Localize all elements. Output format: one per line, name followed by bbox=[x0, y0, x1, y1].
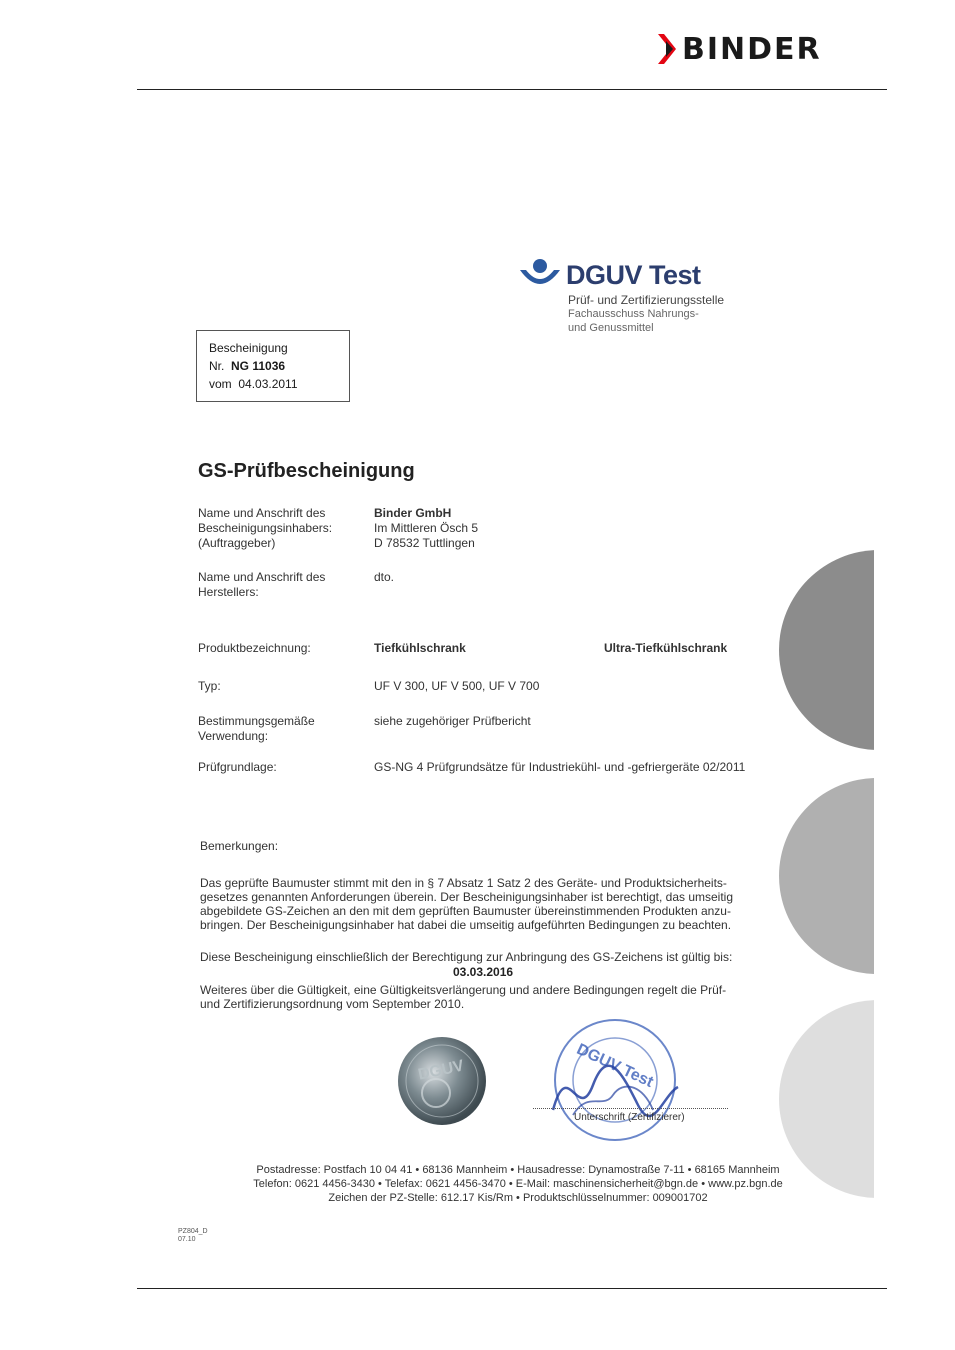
decorative-circle-light bbox=[779, 1000, 874, 1198]
manufacturer-label: Name und Anschrift des Herstellers: bbox=[198, 570, 326, 599]
stamp-text: DGUV Test bbox=[573, 1040, 656, 1092]
form-code: PZ804_D 07.10 bbox=[178, 1228, 208, 1243]
box-date: vom 04.03.2011 bbox=[209, 377, 298, 391]
brand-name: BINDER bbox=[682, 31, 822, 67]
type-value: UF V 300, UF V 500, UF V 700 bbox=[374, 679, 540, 693]
validity-date: 03.03.2016 bbox=[453, 965, 514, 979]
use-value: siehe zugehöriger Prüfbericht bbox=[374, 714, 531, 728]
decorative-circle-mid bbox=[779, 778, 874, 974]
validity-text: Diese Bescheinigung einschließlich der Berechtigung zur Anbringung des GS-Zeichens ist gültig bis: bbox=[200, 950, 733, 964]
decorative-circle-dark bbox=[779, 550, 874, 750]
use-label: Bestimmungsgemäße Verwendung: bbox=[198, 714, 315, 743]
product-label: Produktbezeichnung: bbox=[198, 641, 311, 655]
box-number: Nr. NG 11036 bbox=[209, 359, 286, 373]
footer-rule bbox=[137, 1288, 887, 1289]
issuer-subtitle: Prüf- und Zertifizierungsstelle bbox=[568, 293, 725, 307]
header-rule bbox=[137, 89, 887, 90]
page-title: GS-Prüfbescheinigung bbox=[198, 460, 415, 482]
hologram-text: DGUV bbox=[416, 1057, 466, 1084]
certificate-footer: Postadresse: Postfach 10 04 41 • 68136 Mannheim • Hausadresse: Dynamostraße 7-11 • 68165 Mannheim Telefon: 0621 4456-3430 • Telefax: 0621 4456-3470 • E-Mail: maschinensicherheit@bgn.de • www.pz.bgn.de Zeichen der PZ-Stelle: 612.17 Kis/Rm • Produktschlüsselnummer: 009001702 bbox=[253, 1164, 783, 1204]
certificate bbox=[178, 250, 878, 1260]
issuer-title: DGUV Test bbox=[566, 260, 701, 290]
basis-value: GS-NG 4 Prüfgrundsätze für Industriekühl- und -gefriergeräte 02/2011 bbox=[374, 760, 746, 774]
type-label: Typ: bbox=[198, 679, 221, 693]
binder-logo bbox=[656, 32, 822, 66]
remarks-label: Bemerkungen: bbox=[200, 839, 279, 853]
manufacturer-value: dto. bbox=[374, 570, 395, 584]
signature-label: Unterschrift (Zertifizierer) bbox=[574, 1112, 685, 1123]
remarks-text: Das geprüfte Baumuster stimmt mit den in § 7 Absatz 1 Satz 2 des Geräte- und Produktsicherheits- gesetzes genannten Anforderungen überein. Der Bescheinigungsinhaber ist berechtigt, das umseitig abgebildete GS-Zeichen an den mit dem geprüften Baumuster übereinstimmenden Produkten anzu- bringen. Der Bescheinigungsinhaber hat dabei die umseitig aufgeführten Bedingungen zu beachten. bbox=[200, 876, 734, 932]
product-value-1: Tiefkühlschrank bbox=[374, 641, 466, 655]
product-value-2: Ultra-Tiefkühlschrank bbox=[604, 641, 728, 655]
box-title: Bescheinigung bbox=[209, 341, 288, 355]
holder-value: Binder GmbH Im Mittleren Ösch 5 D 78532 Tuttlingen bbox=[374, 506, 479, 550]
signature-line bbox=[533, 1108, 728, 1109]
certificate-number-box bbox=[196, 330, 350, 402]
issuer-committee-line2: und Genussmittel bbox=[568, 322, 654, 334]
hologram-seal bbox=[396, 1035, 488, 1127]
issuer-committee-line1: Fachausschuss Nahrungs- bbox=[568, 308, 699, 320]
basis-label: Prüfgrundlage: bbox=[198, 760, 277, 774]
dguv-emblem-icon bbox=[518, 258, 562, 290]
binder-arrow-icon bbox=[656, 32, 682, 66]
official-stamp bbox=[543, 1015, 688, 1145]
further-text: Weiteres über die Gültigkeit, eine Gültigkeitsverlängerung und andere Bedingungen regelt die Prüf- und Zertifizierungsordnung vom September 2010. bbox=[200, 983, 727, 1011]
holder-label: Name und Anschrift des Bescheinigungsinhabers: (Auftraggeber) bbox=[198, 506, 333, 550]
